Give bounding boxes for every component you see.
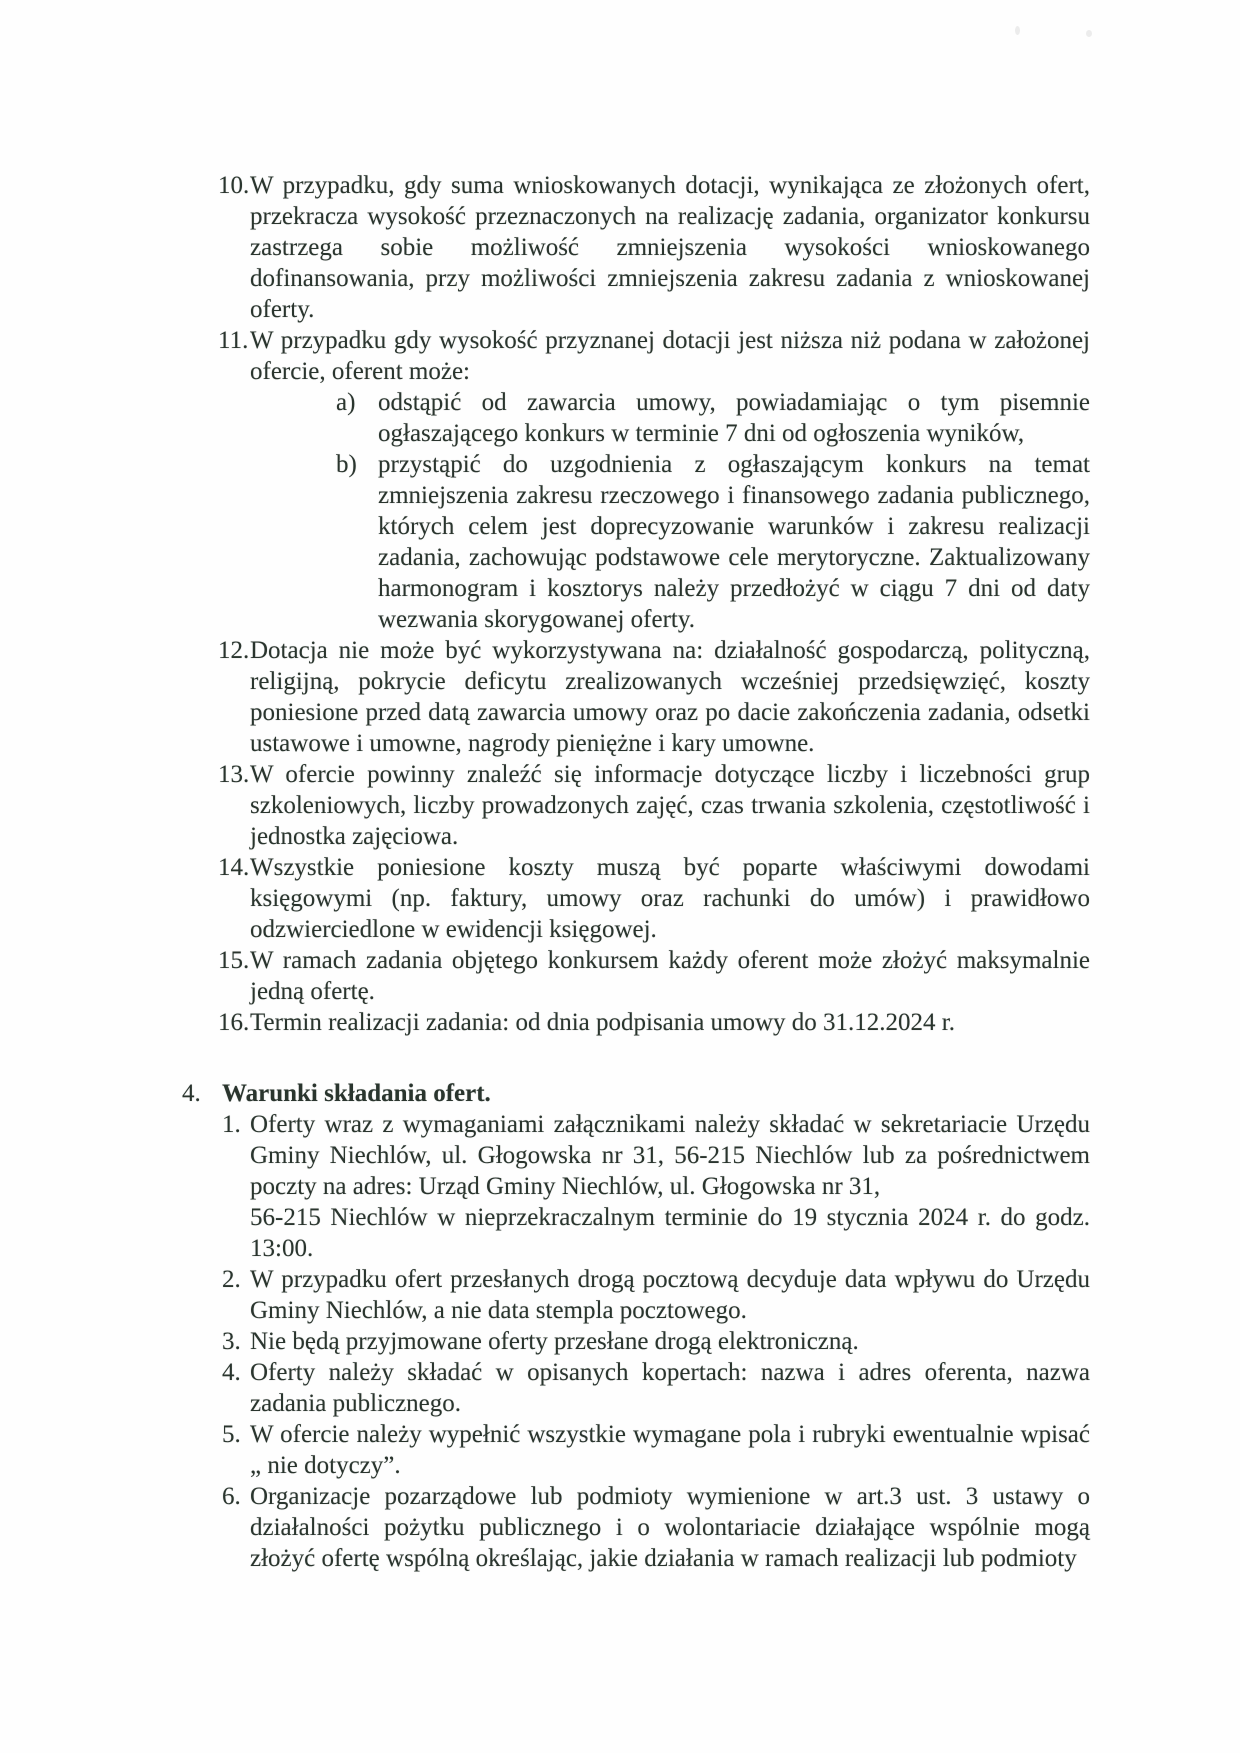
list-item-number: 16.: [218, 1009, 250, 1036]
list-item-number: 3.: [222, 1328, 241, 1355]
section4-item-2: [222, 1264, 1090, 1326]
list-item-number: 15.: [218, 947, 250, 974]
scan-artifact: [1015, 26, 1020, 35]
section4-item-6: [222, 1481, 1090, 1574]
list-item-text: Oferty wraz z wymaganiami załącznikami należy składać w sekretariacie Urzędu Gminy Niechlów, ul. Głogowska nr 31, 56-215 Niechlów lub za pośrednictwem poczty na adres: Urząd Gminy Niechlów, ul. Głogowska nr 31,: [250, 1111, 1090, 1200]
list-item-text: W przypadku, gdy suma wnioskowanych dotacji, wynikająca ze złożonych ofert, przekracza wysokość przeznaczonych na realizację zadania, organizator konkursu zastrzega sobie możliwość zmniejszenia wysokości wnioskowanego dofinansowania, przy możliwości zmniejszenia zakresu zadania z wnioskowanej oferty.: [250, 172, 1090, 323]
list-item-text: Organizacje pozarządowe lub podmioty wymienione w art.3 ust. 3 ustawy o działalności pożytku publicznego i o wolontariacie działające wspólnie mogą złożyć ofertę wspólną określając, jakie działania w ramach realizacji lub podmioty: [250, 1483, 1090, 1572]
list-item-number: 11.: [218, 327, 249, 354]
list-item-11: [218, 325, 1090, 635]
sub-item-text: przystąpić do uzgodnienia z ogłaszającym konkurs na temat zmniejszenia zakresu rzeczowego i finansowego zadania publicznego, których celem jest doprecyzowanie warunków i zakresu realizacji zadania, zachowując podstawowe cele merytoryczne. Zaktualizowany harmonogram i kosztorys należy przedłożyć w ciągu 7 dni od daty wezwania skorygowanej oferty.: [378, 451, 1090, 633]
list-item-number: 6.: [222, 1483, 241, 1510]
scan-artifact: [1086, 30, 1092, 37]
list-item-text: Wszystkie poniesione koszty muszą być poparte właściwymi dowodami księgowymi (np. faktury, umowy oraz rachunki do umów) i prawidłowo odzwierciedlone w ewidencji księgowej.: [250, 854, 1090, 943]
list-item-text: Dotacja nie może być wykorzystywana na: działalność gospodarczą, polityczną, religijną, pokrycie deficytu zrealizowanych wcześniej przedsięwzięć, koszty poniesione przed datą zawarcia umowy oraz po dacie zakończenia zadania, odsetki ustawowe i umowne, nagrody pieniężne i kary umowne.: [250, 637, 1090, 757]
list-item-text-continued: 56-215 Niechlów w nieprzekraczalnym terminie do 19 stycznia 2024 r. do godz. 13:00.: [250, 1204, 1090, 1262]
list-item-text: W ofercie należy wypełnić wszystkie wymagane pola i rubryki ewentualnie wpisać „ nie dotyczy”.: [250, 1421, 1090, 1479]
list-item-number: 4.: [222, 1359, 241, 1386]
list-item-number: 1.: [222, 1111, 241, 1138]
sub-item-a: [336, 387, 1090, 449]
list-item-10: [218, 170, 1090, 325]
section4-item-3: [222, 1326, 1090, 1357]
list-item-12: [218, 635, 1090, 759]
list-item-text: Oferty należy składać w opisanych kopertach: nazwa i adres oferenta, nazwa zadania publicznego.: [250, 1359, 1090, 1417]
section4-item-5: [222, 1419, 1090, 1481]
list-item-number: 14.: [218, 854, 250, 881]
list-item-number: 13.: [218, 761, 250, 788]
list-item-text: W ofercie powinny znaleźć się informacje dotyczące liczby i liczebności grup szkoleniowych, liczby prowadzonych zajęć, czas trwania szkolenia, częstotliwość i jednostka zajęciowa.: [250, 761, 1090, 850]
sub-item-letter: a): [336, 389, 356, 416]
list-item-text: Termin realizacji zadania: od dnia podpisania umowy do 31.12.2024 r.: [250, 1009, 956, 1036]
section-number: 4.: [182, 1080, 201, 1107]
list-item-13: [218, 759, 1090, 852]
section4-item-4: [222, 1357, 1090, 1419]
list-item-text: W ramach zadania objętego konkursem każdy oferent może złożyć maksymalnie jedną ofertę.: [250, 947, 1090, 1005]
list-item-text: Nie będą przyjmowane oferty przesłane drogą elektroniczną.: [250, 1328, 859, 1355]
list-item-number: 5.: [222, 1421, 241, 1448]
sub-item-b: [336, 449, 1090, 635]
section-title: Warunki składania ofert.: [222, 1080, 491, 1107]
list-item-14: [218, 852, 1090, 945]
page-content: [182, 170, 1090, 1574]
list-item-text: W przypadku ofert przesłanych drogą pocztową decyduje data wpływu do Urzędu Gminy Niechlów, a nie data stempla pocztowego.: [250, 1266, 1090, 1324]
list-item-number: 2.: [222, 1266, 241, 1293]
list-item-number: 12.: [218, 637, 250, 664]
list-item-number: 10.: [218, 172, 250, 199]
section-4-heading: [182, 1078, 1090, 1109]
list-item-text: W przypadku gdy wysokość przyznanej dotacji jest niższa niż podana w założonej ofercie, oferent może:: [250, 327, 1090, 385]
list-item-15: [218, 945, 1090, 1007]
section4-item-1: [222, 1109, 1090, 1264]
list-item-16: [218, 1007, 1090, 1038]
sub-item-text: odstąpić od zawarcia umowy, powiadamiając o tym pisemnie ogłaszającego konkurs w terminie 7 dni od ogłoszenia wyników,: [378, 389, 1090, 447]
sub-item-letter: b): [336, 451, 357, 478]
